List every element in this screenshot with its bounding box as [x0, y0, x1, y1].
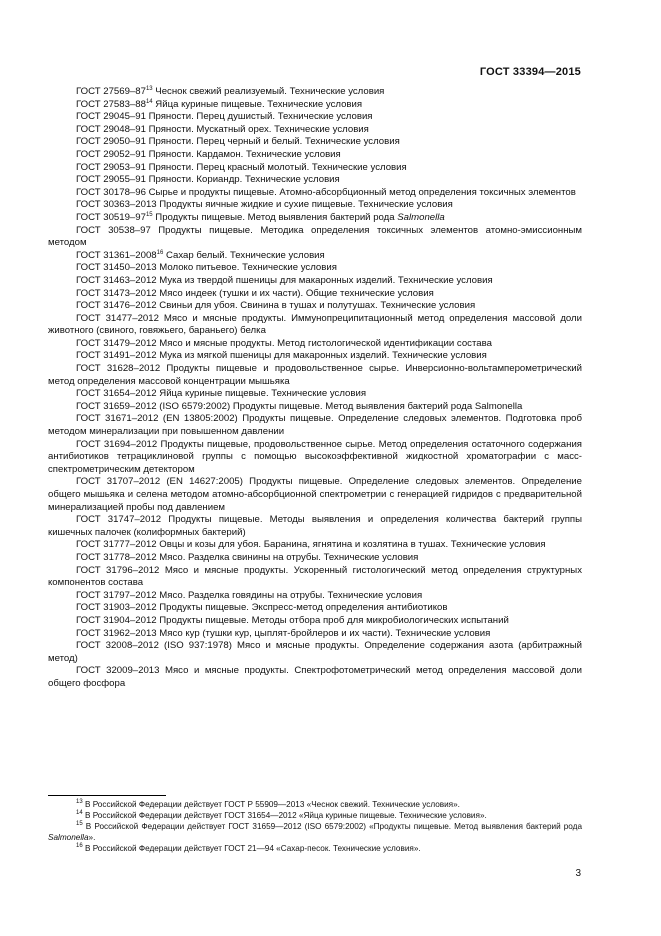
reference-text: ГОСТ 31463–2012 Мука из твердой пшеницы для макаронных изделий. Технические условия: [76, 274, 493, 286]
reference-item: [48, 199, 582, 212]
footnote-marker: 15: [145, 211, 153, 218]
footnote-item: [48, 843, 582, 854]
footnote-text: В Российской Федерации действует ГОСТ Р 55909—2013 «Чеснок свежий. Технические условия».: [82, 800, 460, 809]
reference-item: [48, 388, 582, 401]
page-number: 3: [575, 868, 581, 879]
reference-text: ГОСТ 31797–2012 Мясо. Разделка говядины на отрубы. Технические условия: [76, 589, 423, 601]
reference-text: ГОСТ 31778–2012 Мясо. Разделка свинины на отрубы. Технические условия: [76, 551, 419, 563]
reference-text: ГОСТ 31659–2012 (ISO 6579:2002) Продукты пищевые. Метод выявления бактерий рода Salmonella: [76, 400, 523, 412]
normative-references-list: [48, 86, 582, 691]
reference-item: [48, 615, 582, 628]
reference-text: ГОСТ 31777–2012 Овцы и козы для убоя. Баранина, ягнятина и козлятина в тушах. Технические условия: [76, 539, 546, 551]
reference-item: [48, 590, 582, 603]
reference-text: Сахар белый. Технические условия: [163, 249, 325, 261]
reference-item: [48, 275, 582, 288]
reference-text: ГОСТ 29055–91 Пряности. Кориандр. Технические условия: [76, 174, 340, 186]
reference-text: ГОСТ 31450–2013 Молоко питьевое. Технические условия: [76, 262, 337, 274]
reference-text: ГОСТ 31477–2012 Мясо и мясные продукты. Иммунопреципитационный метод определения массовой доли животного (свиного, говяжьего, бараньего) белка: [48, 312, 582, 337]
reference-text: ГОСТ 32008–2012 (ISO 937:1978) Мясо и мясные продукты. Определение содержания азота (арбитражный метод): [48, 640, 582, 664]
reference-item: [48, 111, 582, 124]
footnote-number: 16: [76, 843, 83, 849]
reference-item: [48, 212, 582, 225]
reference-item: [48, 514, 582, 539]
reference-item: [48, 149, 582, 162]
footnote-number: 14: [76, 810, 83, 816]
reference-item: [48, 162, 582, 175]
reference-item: [48, 413, 582, 438]
reference-item: [48, 338, 582, 351]
reference-text: ГОСТ 29052–91 Пряности. Кардамон. Технические условия: [76, 148, 341, 160]
reference-item: [48, 350, 582, 363]
reference-item: [48, 665, 582, 690]
reference-text: ГОСТ 31904–2012 Продукты пищевые. Методы отбора проб для микробиологических испытаний: [76, 614, 509, 626]
reference-text: Чеснок свежий реализуемый. Технические условия: [152, 86, 385, 97]
reference-item: [48, 552, 582, 565]
reference-text: ГОСТ 31671–2012 (EN 13805:2002) Продукты пищевые. Определение следовых элементов. Подготовка проб методом минерализации при повышенном давлении: [48, 413, 582, 438]
reference-text: ГОСТ 30178–96 Сырье и продукты пищевые. Атомно-абсорбционный метод определения токсичных элементов: [76, 186, 576, 198]
reference-text: ГОСТ 31628–2012 Продукты пищевые и продовольственное сырье. Инверсионно-вольтамперометрический метод определения массовой концентрации мышьяка: [48, 363, 582, 387]
footnote-item: [48, 810, 582, 821]
reference-item: [48, 288, 582, 301]
reference-text: ГОСТ 29045–91 Пряности. Перец душистый. Технические условия: [76, 111, 373, 123]
reference-item: [48, 262, 582, 275]
footnote-number: 13: [76, 799, 83, 805]
reference-text: ГОСТ 31654–2012 Яйца куриные пищевые. Технические условия: [76, 388, 367, 400]
reference-item: [48, 602, 582, 615]
reference-text: ГОСТ 29053–91 Пряности. Перец красный молотый. Технические условия: [76, 161, 407, 173]
document-header: ГОСТ 33394—2015: [479, 66, 581, 78]
reference-text: ГОСТ 31903–2012 Продукты пищевые. Экспресс-метод определения антибиотиков: [76, 602, 448, 614]
reference-text: ГОСТ 31747–2012 Продукты пищевые. Методы выявления и определения количества бактерий группы кишечных палочек (колиформных бактерий): [48, 514, 582, 538]
reference-text: ГОСТ 31962–2013 Мясо кур (тушки кур, цыплят-бройлеров и их части). Технические условия: [76, 627, 491, 639]
reference-item: [48, 313, 582, 338]
reference-text: ГОСТ 31361–2008: [76, 249, 157, 261]
reference-item: [48, 401, 582, 414]
footnote-text: В Российской Федерации действует ГОСТ 31654—2012 «Яйца куриные пищевые. Технические условия».: [82, 811, 487, 820]
reference-text: Продукты пищевые. Метод выявления бактерий рода: [152, 211, 398, 223]
reference-text: ГОСТ 31694–2012 Продукты пищевые, продовольственное сырье. Метод определения остаточного содержания антибиотиков тетрациклиновой группы с помощью высокоэффективной жидкостной хроматографии с масс-спектрометрическим детектором: [48, 438, 582, 475]
reference-item: [48, 363, 582, 388]
footnote-text: В Российской Федерации действует ГОСТ 31659—2012 (ISO 6579:2002) «Продукты пищевые. Метод выявления бактерий рода: [82, 822, 582, 831]
reference-item: [48, 476, 582, 514]
footnote-text: ».: [88, 833, 96, 842]
footnote-item: [48, 799, 582, 810]
footnote-separator: [48, 795, 166, 796]
reference-item: [48, 439, 582, 477]
reference-text: ГОСТ 32009–2013 Мясо и мясные продукты. Спектрофотометрический метод определения массовой доли общего фосфора: [48, 665, 582, 689]
reference-text: ГОСТ 30363–2013 Продукты яичные жидкие и сухие пищевые. Технические условия: [76, 199, 453, 211]
footnotes-block: [48, 799, 582, 854]
reference-item: [48, 640, 582, 665]
footnote-marker: 13: [145, 86, 153, 92]
reference-item: [48, 174, 582, 187]
reference-item: [48, 225, 582, 250]
reference-item: [48, 300, 582, 313]
reference-text: ГОСТ 27569–87: [76, 86, 146, 97]
reference-text: ГОСТ 31476–2012 Свиньи для убоя. Свинина в тушах и полутушах. Технические условия: [76, 300, 476, 312]
reference-text: ГОСТ 31473–2012 Мясо индеек (тушки и их части). Общие технические условия: [76, 287, 434, 299]
footnote-marker: 14: [145, 98, 153, 105]
footnote-marker: 16: [156, 249, 164, 256]
reference-text: ГОСТ 30538–97 Продукты пищевые. Методика определения токсичных элементов атомно-эмиссионным методом: [48, 224, 582, 249]
reference-item: [48, 250, 582, 263]
reference-item: [48, 628, 582, 641]
reference-text: ГОСТ 31796–2012 Мясо и мясные продукты. Ускоренный гистологический метод определения структурных компонентов состава: [48, 564, 582, 589]
footnote-text: В Российской Федерации действует ГОСТ 21—94 «Сахар-песок. Технические условия».: [82, 844, 421, 853]
reference-item: [48, 539, 582, 552]
footnote-item: [48, 821, 582, 843]
reference-text: ГОСТ 27583–88: [76, 98, 146, 110]
reference-item: [48, 136, 582, 149]
reference-text: ГОСТ 31707–2012 (EN 14627:2005) Продукты пищевые. Определение следовых элементов. Определение общего мышьяка и селена методом атомно-абсорбционной спектрометрии с генерацией гидридов с предварительной минерализацией пробы под давлением: [48, 476, 582, 513]
reference-italic-term: Salmonella: [397, 211, 445, 223]
footnote-number: 15: [76, 821, 83, 827]
footnote-italic-term: Salmonella: [48, 833, 89, 842]
reference-text: ГОСТ 30519–97: [76, 211, 146, 223]
reference-item: [48, 124, 582, 137]
reference-text: ГОСТ 31491–2012 Мука из мягкой пшеницы для макаронных изделий. Технические условия: [76, 350, 487, 362]
reference-item: [48, 565, 582, 590]
reference-text: ГОСТ 29050–91 Пряности. Перец черный и белый. Технические условия: [76, 136, 400, 148]
reference-item: [48, 86, 582, 99]
reference-item: [48, 99, 582, 112]
reference-text: ГОСТ 31479–2012 Мясо и мясные продукты. Метод гистологической идентификации состава: [76, 337, 492, 349]
reference-text: ГОСТ 29048–91 Пряности. Мускатный орех. Технические условия: [76, 123, 369, 135]
reference-item: [48, 187, 582, 200]
reference-text: Яйца куриные пищевые. Технические условия: [152, 98, 363, 110]
